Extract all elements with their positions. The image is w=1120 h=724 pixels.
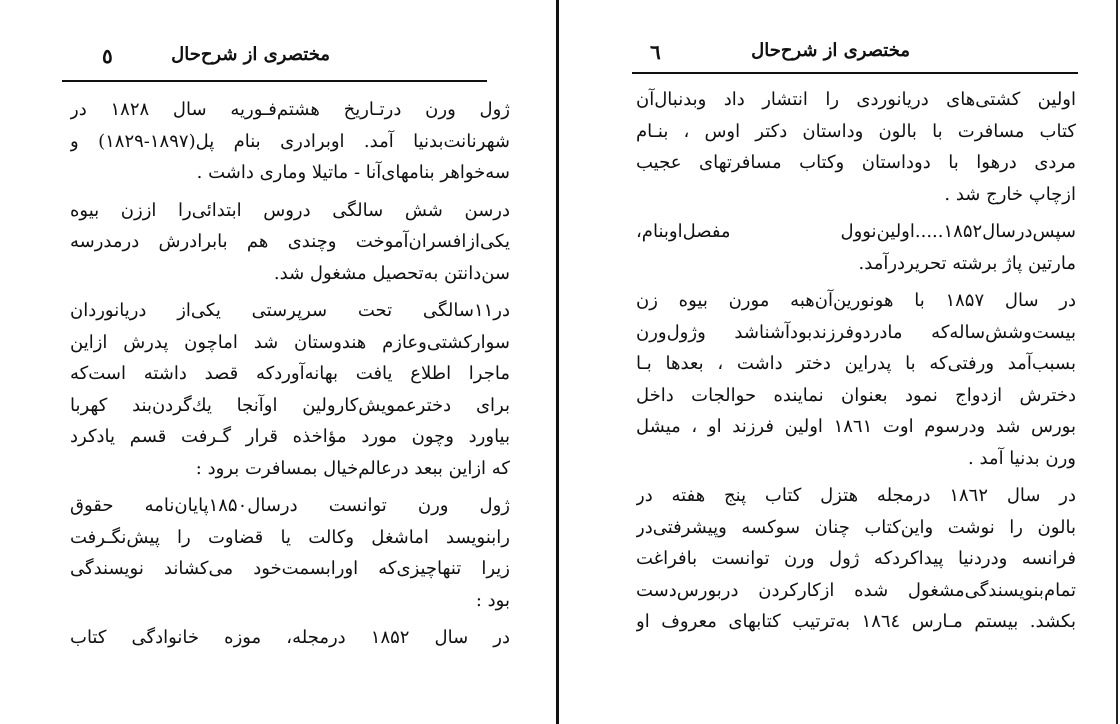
text-line: ژول ورن درتـاریخ هشتم‌فـوریه سال ۱۸۲۸ در bbox=[70, 99, 510, 120]
text-line: در سال ۱۸٦۲ درمجله هتزل کتاب پنج هفته در bbox=[636, 485, 1076, 506]
left-page-header bbox=[60, 44, 490, 74]
text-line: ژول ورن توانست درسال۱۸۵۰پایان‌نامه حقوق bbox=[70, 495, 510, 516]
text-line: سه‌خواهر بنامهای‌آنا - ماتیلا وماری داشت . bbox=[196, 162, 510, 183]
text-line: سپس‌درسال۱۸۵۲.....اولین‌نوول مفصل‌اوبنام، bbox=[636, 221, 1076, 242]
right-page bbox=[560, 0, 1120, 724]
page-edge bbox=[1116, 0, 1118, 724]
text-line: سوارکشتی‌وعازم هندوستان شد اماچون پدرش ازاین bbox=[70, 331, 510, 353]
page-number: ٥ bbox=[102, 44, 113, 68]
right-page-header bbox=[630, 40, 1100, 70]
running-title: مختصری از شرح‌حال bbox=[751, 40, 910, 61]
text-line: مردی درهوا با دوداستان وکتاب مسافرتهای عجیب bbox=[636, 152, 1076, 173]
text-line: تمام‌بنویسندگی‌مشغول شده ازکارکردن دربورس‌دست bbox=[636, 579, 1076, 601]
left-page-body bbox=[70, 94, 510, 654]
text-line: در سال ۱۸۵۷ با هونورین‌آن‌هبه مورن بیوه زن bbox=[636, 290, 1076, 311]
left-page bbox=[0, 0, 557, 724]
text-line: بود : bbox=[475, 589, 510, 611]
page-number: ٦ bbox=[650, 40, 661, 64]
text-line: بیست‌وشش‌ساله‌که مادردوفرزندبودآشناشد وژول‌ورن bbox=[636, 321, 1076, 343]
book-spine bbox=[556, 0, 559, 724]
text-line: ورن بدنیا آمد . bbox=[968, 447, 1076, 469]
text-line: بکشد. بیستم مـارس ۱۸٦٤ به‌ترتیب کتابهای معروف او bbox=[636, 611, 1076, 632]
text-line: بالون را نوشت واین‌کتاب چنان سوکسه وپیشرفتی‌در bbox=[636, 516, 1076, 538]
text-line: ماجرا اطلاع یافت بهانه‌آوردکه قصد داشته است‌که bbox=[70, 363, 510, 384]
text-line: اولین کشتی‌های دریانوردی را انتشار داد وبدنبال‌آن bbox=[636, 89, 1076, 110]
text-line: بیاورد وچون مورد مؤاخذه قرار گـرفت قسم یادکرد bbox=[70, 426, 510, 447]
text-line: دخترش ازدواج نمود بعنوان نماینده حوالجات داخل bbox=[636, 384, 1076, 406]
text-line: شهرنانت‌بدنیا آمد. اوبرادری بنام پل(۱۸۹۷-۱۸۲۹) و bbox=[70, 130, 510, 152]
text-line: در سال ۱۸۵۲ درمجله، موزه خانوادگی کتاب bbox=[70, 627, 510, 648]
text-line: بسبب‌آمد ورفتی‌که با پدراین دختر داشت ، بعدها بـا bbox=[636, 353, 1076, 374]
header-rule bbox=[62, 80, 487, 82]
header-rule bbox=[632, 72, 1078, 74]
text-line: درسن شش سالگی دروس ابتدائی‌را اززن بیوه bbox=[70, 199, 510, 221]
text-line: برای دخترعمویش‌کارولین اوآنجا یك‌گردن‌بند کهربا bbox=[70, 394, 510, 416]
text-line: یکی‌ازافسران‌آموخت وچندی هم بابرادرش درمدرسه bbox=[70, 231, 510, 252]
text-line: کتاب مسافرت با بالون وداستان دکتر اوس ، بنـام bbox=[636, 120, 1076, 142]
text-line: فرانسه ودردنیا پیداکردکه ژول ورن توانست بافراغت bbox=[636, 548, 1076, 569]
right-page-body bbox=[636, 84, 1076, 638]
text-line: که ازاین ببعد درعالم‌خیال بمسافرت برود : bbox=[195, 457, 510, 479]
text-line: سن‌دانتن به‌تحصیل مشغول شد. bbox=[273, 262, 510, 284]
text-line: بورس شد ودرسوم اوت ۱۸٦۱ اولین فرزند او ، میشل bbox=[636, 416, 1076, 437]
running-title: مختصری از شرح‌حال bbox=[171, 44, 330, 65]
text-line: در۱۱سالگی تحت سرپرستی یکی‌از دریانوردان bbox=[70, 300, 510, 321]
text-line: مارتین پاژ برشته تحریردرآمد. bbox=[858, 252, 1076, 274]
text-line: رابنویسد اماشغل وکالت یا قضاوت را پیش‌نگـرفت bbox=[70, 526, 510, 548]
text-line: زیرا تنهاچیزی‌که اورابسمت‌خود می‌کشاند نویسندگی bbox=[70, 558, 510, 579]
text-line: ازچاپ خارج شد . bbox=[944, 183, 1076, 205]
